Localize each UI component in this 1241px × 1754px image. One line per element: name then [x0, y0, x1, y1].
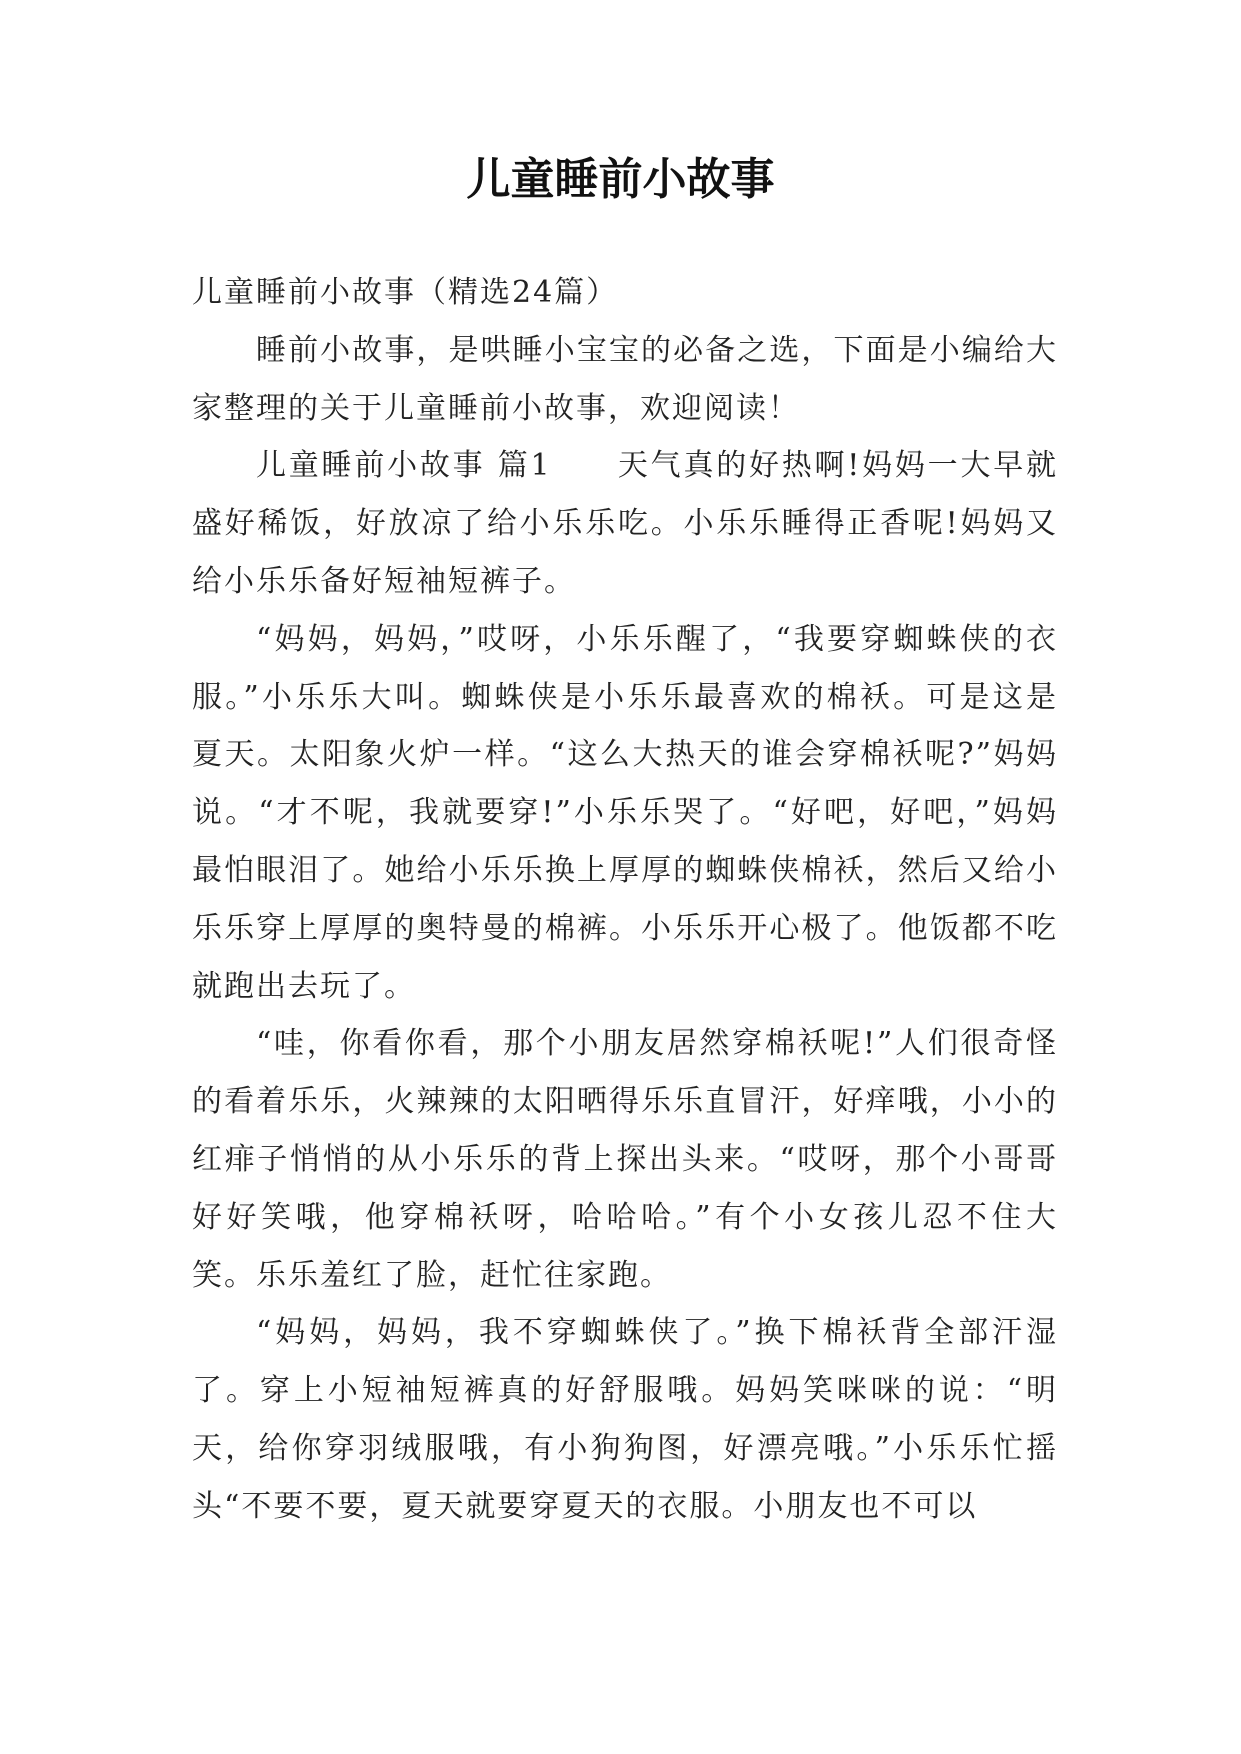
paragraph-story-1-part-4: “妈妈，妈妈，我不穿蜘蛛侠了。”换下棉袄背全部汗湿了。穿上小短袖短裤真的好舒服哦。妈妈笑咪咪的说：“明天，给你穿羽绒服哦，有小狗狗图，好漂亮哦。”小乐乐忙摇头“不要不要，夏天就要穿夏天的衣服。小朋友也不可以: [192, 1315, 1058, 1524]
paragraph-story-1-part-2: “妈妈，妈妈，”哎呀，小乐乐醒了，“我要穿蜘蛛侠的衣服。”小乐乐大叫。蜘蛛侠是小乐乐最喜欢的棉袄。可是这是夏天。太阳象火炉一样。“这么大热天的谁会穿棉袄呢?”妈妈说。“才不呢，我就要穿!”小乐乐哭了。“好吧，好吧，”妈妈最怕眼泪了。她给小乐乐换上厚厚的蜘蛛侠棉袄，然后又给小乐乐穿上厚厚的奥特曼的棉裤。小乐乐开心极了。他饭都不吃就跑出去玩了。: [192, 621, 1058, 1004]
paragraph-intro: 睡前小故事，是哄睡小宝宝的必备之选，下面是小编给大家整理的关于儿童睡前小故事，欢迎阅读！: [192, 332, 1058, 426]
document-body: [192, 264, 1058, 1536]
paragraph-subtitle: 儿童睡前小故事（精选24篇）: [192, 275, 619, 310]
document-title: 儿童睡前小故事: [466, 154, 775, 205]
paragraph-story-1-part-3: “哇，你看你看，那个小朋友居然穿棉袄呢!”人们很奇怪的看着乐乐，火辣辣的太阳晒得乐乐直冒汗，好痒哦，小小的红痱子悄悄的从小乐乐的背上探出头来。“哎呀，那个小哥哥好好笑哦，他穿棉袄呀，哈哈哈。”有个小女孩儿忍不住大笑。乐乐羞红了脸，赶忙往家跑。: [192, 1026, 1058, 1293]
paragraph-story-1-opening: 儿童睡前小故事 篇1 天气真的好热啊!妈妈一大早就盛好稀饭，好放凉了给小乐乐吃。小乐乐睡得正香呢!妈妈又给小乐乐备好短袖短裤子。: [192, 448, 1058, 599]
